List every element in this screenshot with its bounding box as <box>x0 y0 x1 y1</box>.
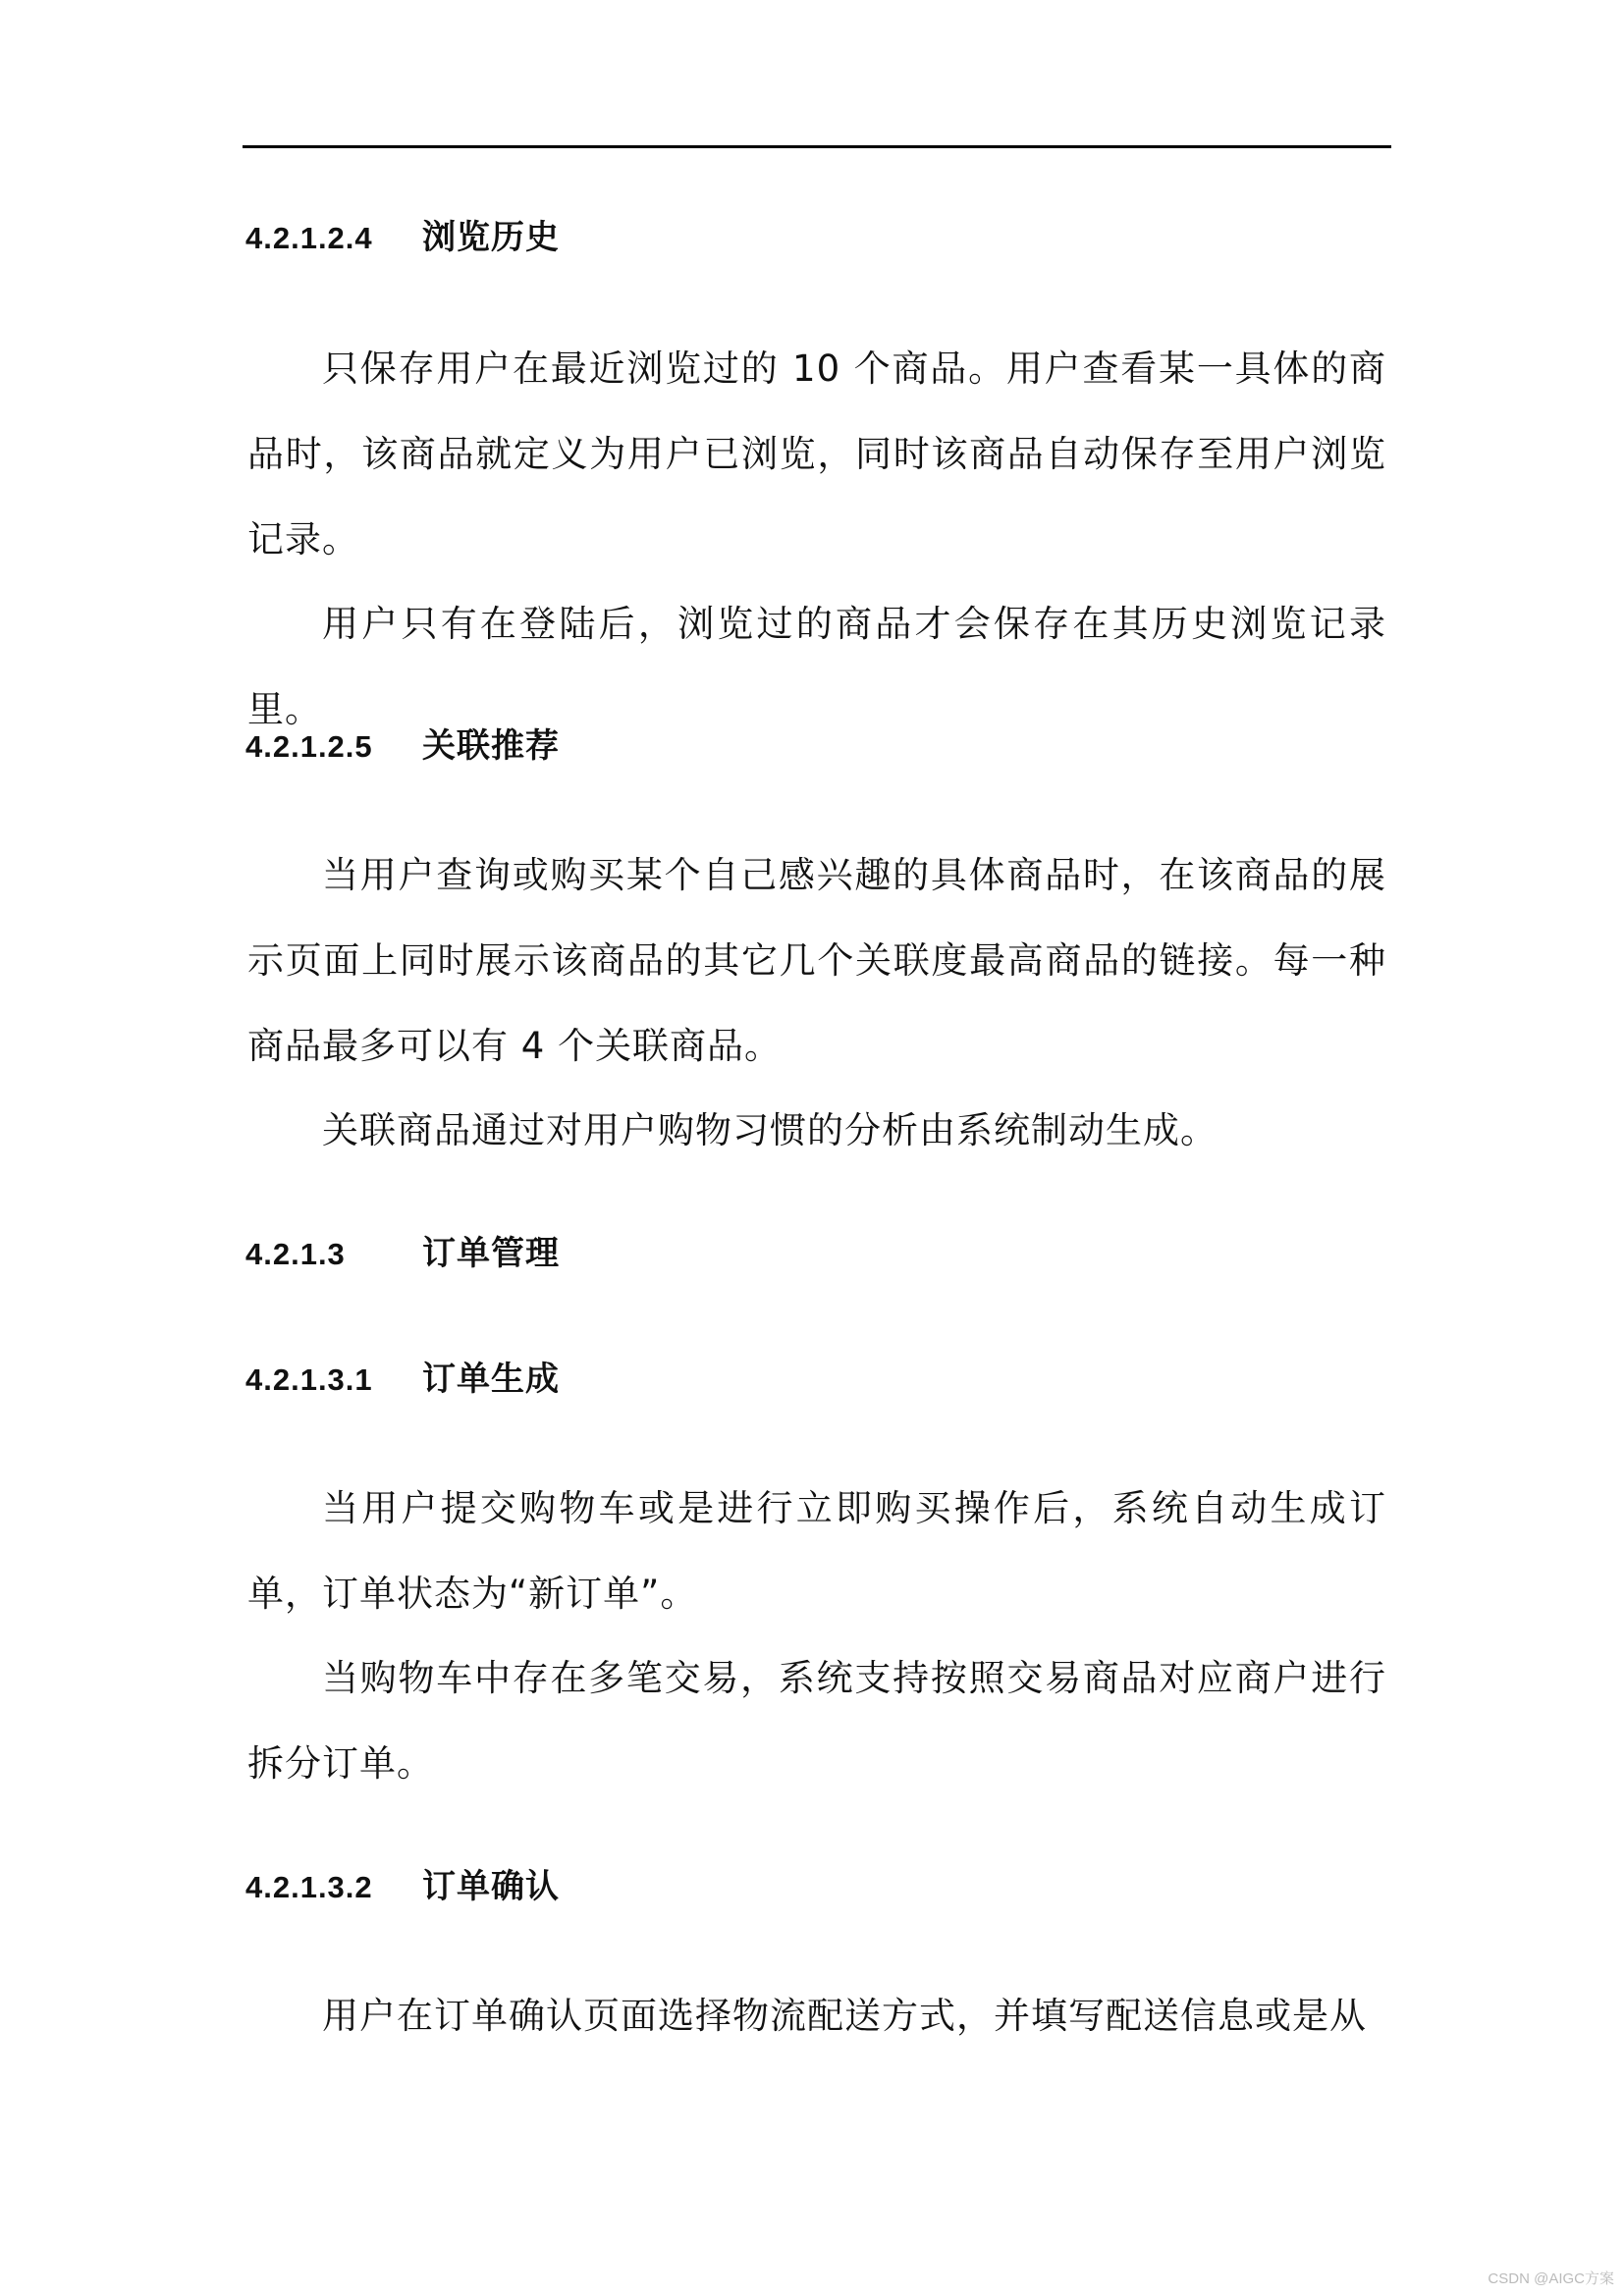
paragraph: 用户在订单确认页面选择物流配送方式，并填写配送信息或是从 <box>322 1995 1367 2037</box>
section-title: 关联推荐 <box>422 726 560 766</box>
paragraph: 当购物车中存在多笔交易，系统支持按照交易商品对应商户进行拆分订单。 <box>247 1657 1386 1785</box>
paragraph: 关联商品通过对用户购物习惯的分析由系统制动生成。 <box>322 1109 1218 1151</box>
paragraph: 只保存用户在最近浏览过的 10 个商品。用户查看某一具体的商品时，该商品就定义为用户已浏览，同时该商品自动保存至用户浏览记录。 <box>247 347 1386 561</box>
section-number: 4.2.1.2.4 <box>245 221 373 255</box>
section-title: 浏览历史 <box>422 218 560 257</box>
section-number: 4.2.1.3.1 <box>245 1362 373 1397</box>
section-heading-order-management <box>245 1234 560 1274</box>
section-heading-browse-history <box>245 218 560 258</box>
section-heading-order-confirmation <box>245 1867 560 1907</box>
paragraph: 当用户查询或购买某个自己感兴趣的具体商品时，在该商品的展示页面上同时展示该商品的其它几个关联度最高商品的链接。每一种商品最多可以有 4 个关联商品。 <box>247 854 1386 1067</box>
paragraph: 当用户提交购物车或是进行立即购买操作后，系统自动生成订单，订单状态为“新订单”。 <box>247 1487 1386 1615</box>
section-title: 订单确认 <box>422 1867 560 1906</box>
section-number: 4.2.1.3.2 <box>245 1870 373 1904</box>
section-title: 订单生成 <box>422 1360 560 1399</box>
section-title: 订单管理 <box>422 1234 560 1273</box>
section-number: 4.2.1.2.5 <box>245 729 373 764</box>
paragraph: 用户只有在登陆后，浏览过的商品才会保存在其历史浏览记录里。 <box>247 603 1386 730</box>
section-heading-related-recommendations <box>245 726 560 767</box>
watermark: CSDN @AIGC方案 <box>1488 2270 1614 2287</box>
section-number: 4.2.1.3 <box>245 1237 346 1271</box>
section-heading-order-generation <box>245 1360 560 1400</box>
header-rule <box>243 145 1391 148</box>
